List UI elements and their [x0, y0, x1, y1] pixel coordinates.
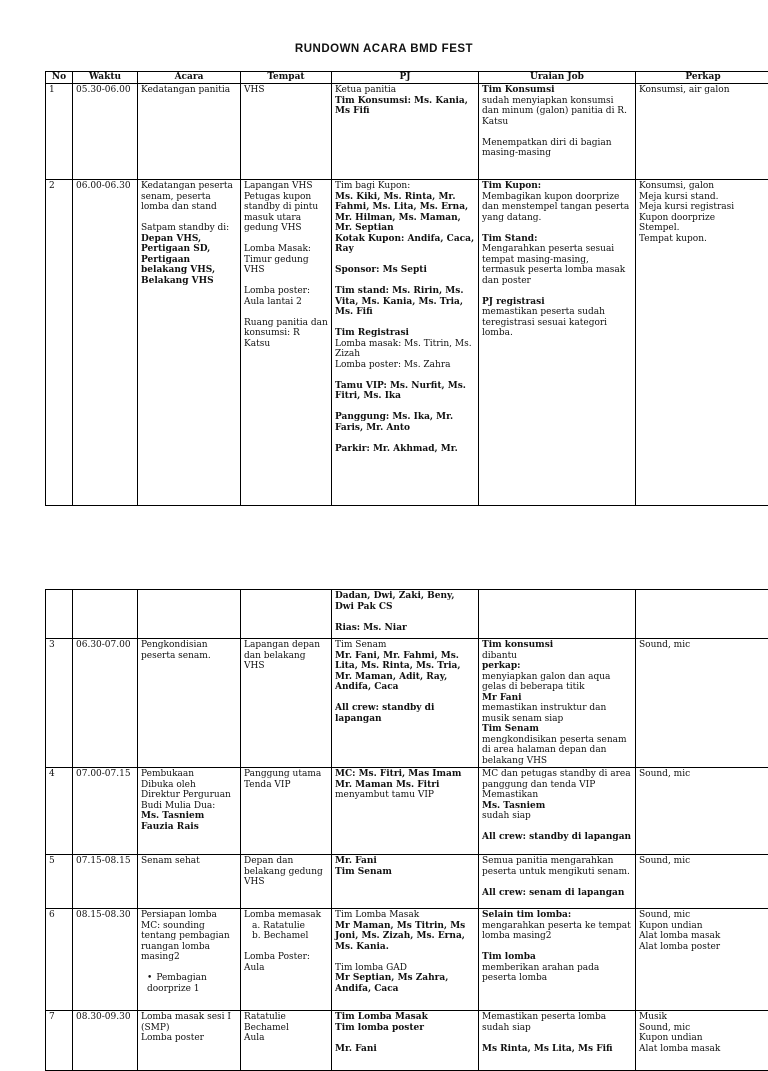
- table-header-row: [46, 72, 768, 84]
- cell-no: 7: [46, 1011, 73, 1071]
- cell-tempat: [241, 768, 332, 855]
- cell-waktu: 08.15-08.30: [73, 909, 138, 1011]
- cell-text: Sound, mic: [639, 1023, 767, 1034]
- cell-text: sudah menyiapkan konsumsi dan minum (galon) panitia di R. Katsu: [482, 96, 632, 128]
- table-row: [46, 855, 768, 909]
- cell-perkap: [636, 639, 768, 768]
- cell-waktu: [73, 590, 138, 639]
- table-row: [46, 1011, 768, 1071]
- cell-spacer: [141, 963, 237, 974]
- cell-text: VHS: [244, 85, 328, 96]
- cell-text: Mr. Fani: [335, 856, 475, 867]
- cell-spacer: [335, 693, 475, 704]
- cell-uraian: [479, 768, 636, 855]
- cell-spacer: [482, 223, 632, 234]
- cell-text: Mr. Fani, Mr. Fahmi, Ms. Lita, Ms. Rinta, Ms. Tria, Mr. Maman, Adit, Ray, Andifa, Caca: [335, 651, 475, 693]
- cell-perkap: [636, 855, 768, 909]
- cell-text: Lomba Poster: Aula: [244, 952, 328, 973]
- cell-text: Mr. Maman Ms. Fitri: [335, 780, 475, 791]
- cell-text: Meja kursi stand.: [639, 192, 767, 203]
- cell-waktu: 07.15-08.15: [73, 855, 138, 909]
- cell-text: • Pembagian doorprize 1: [147, 973, 237, 994]
- cell-text: Mr. Fani: [335, 1044, 475, 1055]
- cell-text: Rias: Ms. Niar: [335, 623, 475, 634]
- cell-text: b. Bechamel: [252, 931, 328, 942]
- cell-text: Lomba masak sesi I (SMP): [141, 1012, 237, 1033]
- cell-text: Tim Senam: [335, 867, 475, 878]
- cell-perkap: [636, 180, 768, 506]
- cell-text: Lapangan depan dan belakang VHS: [244, 640, 328, 672]
- cell-text: Mr Fani: [482, 693, 632, 704]
- cell-text: Stempel.: [639, 223, 767, 234]
- cell-text: mengkondisikan peserta senam di area halaman depan dan belakang VHS: [482, 735, 632, 767]
- cell-text: Ms Rinta, Ms Lita, Ms Fifi: [482, 1044, 632, 1055]
- cell-text: Mr Maman, Ms Titrin, Ms Joni, Ms. Zizah, Ms. Erna, Ms. Kania.: [335, 921, 475, 953]
- cell-text: dibantu: [482, 651, 632, 662]
- cell-tempat: [241, 855, 332, 909]
- cell-text: Lapangan VHS: [244, 181, 328, 192]
- cell-text: Kotak Kupon: Andifa, Caca, Ray: [335, 234, 475, 255]
- cell-perkap: [636, 909, 768, 1011]
- cell-spacer: [335, 1033, 475, 1044]
- cell-text: Kupon undian: [639, 921, 767, 932]
- cell-text: Dibuka oleh Direktur Perguruan Budi Mulia Dua:: [141, 780, 237, 812]
- cell-tempat: [241, 180, 332, 506]
- cell-text: memastikan peserta sudah teregistrasi sesuai kategori lomba.: [482, 307, 632, 339]
- cell-spacer: [335, 952, 475, 963]
- cell-text: Alat lomba masak: [639, 931, 767, 942]
- cell-waktu: 08.30-09.30: [73, 1011, 138, 1071]
- cell-uraian: [479, 1011, 636, 1071]
- cell-text: Tim Stand:: [482, 234, 632, 245]
- cell-text: Dadan, Dwi, Zaki, Beny, Dwi Pak CS: [335, 591, 475, 612]
- cell-tempat: [241, 84, 332, 180]
- cell-no: 5: [46, 855, 73, 909]
- cell-pj: [332, 909, 479, 1011]
- cell-acara: [138, 84, 241, 180]
- cell-text: Aula: [244, 1033, 328, 1044]
- cell-pj: [332, 768, 479, 855]
- cell-pj: [332, 855, 479, 909]
- cell-text: Mr Septian, Ms Zahra, Andifa, Caca: [335, 973, 475, 994]
- cell-text: Tim Kupon:: [482, 181, 632, 192]
- cell-text: Selain tim lomba:: [482, 910, 632, 921]
- cell-acara: [138, 1011, 241, 1071]
- header-tempat: Tempat: [241, 72, 332, 84]
- table-row: [46, 639, 768, 768]
- cell-text: All crew: standby di lapangan: [335, 703, 475, 724]
- cell-text: Ratatulie: [244, 1012, 328, 1023]
- cell-no: 3: [46, 639, 73, 768]
- cell-text: MC dan petugas standby di area panggung dan tenda VIP: [482, 769, 632, 790]
- cell-spacer: [141, 213, 237, 224]
- cell-no: 4: [46, 768, 73, 855]
- cell-spacer: [244, 307, 328, 318]
- cell-text: Persiapan lomba: [141, 910, 237, 921]
- cell-text: Lomba memasak: [244, 910, 328, 921]
- table-row: [46, 909, 768, 1011]
- cell-tempat: [241, 590, 332, 639]
- cell-text: Kedatangan panitia: [141, 85, 237, 96]
- cell-spacer: [482, 127, 632, 138]
- cell-text: Alat lomba poster: [639, 942, 767, 953]
- cell-text: Tim Senam: [335, 640, 475, 651]
- cell-text: a. Ratatulie: [252, 921, 328, 932]
- header-pj: PJ: [332, 72, 479, 84]
- cell-text: Tenda VIP: [244, 780, 328, 791]
- cell-text: Kupon doorprize: [639, 213, 767, 224]
- cell-text: menyambut tamu VIP: [335, 790, 475, 801]
- cell-text: Ms. Tasniem: [482, 801, 632, 812]
- cell-waktu: 06.30-07.00: [73, 639, 138, 768]
- cell-waktu: 07.00-07.15: [73, 768, 138, 855]
- rundown-table-page-2: [45, 589, 768, 1071]
- cell-text: Parkir: Mr. Akhmad, Mr.: [335, 444, 475, 455]
- cell-text: Tim bagi Kupon:: [335, 181, 475, 192]
- cell-spacer: [335, 612, 475, 623]
- cell-tempat: [241, 909, 332, 1011]
- cell-text: Ruang panitia dan konsumsi: R Katsu: [244, 318, 328, 350]
- cell-spacer: [335, 433, 475, 444]
- cell-text: Kupon undian: [639, 1033, 767, 1044]
- cell-text: Ketua panitia: [335, 85, 475, 96]
- cell-text: Senam sehat: [141, 856, 237, 867]
- header-waktu: Waktu: [73, 72, 138, 84]
- cell-text: Semua panitia mengarahkan peserta untuk mengikuti senam.: [482, 856, 632, 877]
- cell-perkap: [636, 590, 768, 639]
- cell-text: Lomba Masak: Timur gedung VHS: [244, 244, 328, 276]
- cell-text: MC: sounding tentang pembagian ruangan lomba masing2: [141, 921, 237, 963]
- header-perkap: Perkap: [636, 72, 768, 84]
- cell-text: Bechamel: [244, 1023, 328, 1034]
- cell-text: Tim lomba poster: [335, 1023, 475, 1034]
- cell-text: All crew: standby di lapangan: [482, 832, 632, 843]
- cell-text: Pembukaan: [141, 769, 237, 780]
- table-row: [46, 768, 768, 855]
- cell-spacer: [482, 286, 632, 297]
- cell-text: sudah siap: [482, 811, 632, 822]
- cell-spacer: [335, 402, 475, 413]
- cell-text: Memastikan: [482, 790, 632, 801]
- cell-text: Pengkondisian peserta senam.: [141, 640, 237, 661]
- cell-uraian: [479, 855, 636, 909]
- cell-text: memberikan arahan pada peserta lomba: [482, 963, 632, 984]
- cell-text: Satpam standby di:: [141, 223, 237, 234]
- cell-text: Tim lomba GAD: [335, 963, 475, 974]
- cell-text: Tim stand: Ms. Ririn, Ms. Vita, Ms. Kania, Ms. Tria, Ms. Fifi: [335, 286, 475, 318]
- header-uraian-job: Uraian Job: [479, 72, 636, 84]
- cell-no: 1: [46, 84, 73, 180]
- cell-pj: [332, 590, 479, 639]
- cell-text: All crew: senam di lapangan: [482, 888, 632, 899]
- cell-text: menyiapkan galon dan aqua gelas di beberapa titik: [482, 672, 632, 693]
- cell-text: Tim Registrasi: [335, 328, 475, 339]
- rundown-table-page-1: [45, 71, 768, 506]
- cell-text: Petugas kupon standby di pintu masuk utara gedung VHS: [244, 192, 328, 234]
- cell-text: mengarahkan peserta ke tempat lomba masing2: [482, 921, 632, 942]
- cell-text: PJ registrasi: [482, 297, 632, 308]
- cell-text: Konsumsi, air galon: [639, 85, 767, 96]
- cell-text: Tim Konsumsi: Ms. Kania, Ms Fifi: [335, 96, 475, 117]
- cell-text: Tim lomba: [482, 952, 632, 963]
- cell-pj: [332, 84, 479, 180]
- cell-text: Depan VHS, Pertigaan SD, Pertigaan belakang VHS, Belakang VHS: [141, 234, 237, 287]
- cell-spacer: [335, 318, 475, 329]
- cell-text: Ms. Kiki, Ms. Rinta, Mr. Fahmi, Ms. Lita, Ms. Erna, Mr. Hilman, Ms. Maman, Mr. Septian: [335, 192, 475, 234]
- cell-text: Tim Lomba Masak: [335, 1012, 475, 1023]
- cell-acara: [138, 590, 241, 639]
- cell-tempat: [241, 1011, 332, 1071]
- cell-waktu: 05.30-06.00: [73, 84, 138, 180]
- cell-uraian: [479, 909, 636, 1011]
- table-row: [46, 180, 768, 506]
- cell-spacer: [335, 370, 475, 381]
- cell-acara: [138, 639, 241, 768]
- cell-text: Sponsor: Ms Septi: [335, 265, 475, 276]
- cell-text: Panggung utama: [244, 769, 328, 780]
- cell-text: Panggung: Ms. Ika, Mr. Faris, Mr. Anto: [335, 412, 475, 433]
- cell-text: memastikan instruktur dan musik senam siap: [482, 703, 632, 724]
- cell-acara: [138, 909, 241, 1011]
- cell-spacer: [482, 822, 632, 833]
- cell-text: Sound, mic: [639, 640, 767, 651]
- cell-text: Depan dan belakang gedung VHS: [244, 856, 328, 888]
- cell-acara: [138, 768, 241, 855]
- cell-text: Ms. Tasniem Fauzia Rais: [141, 811, 237, 832]
- cell-perkap: [636, 84, 768, 180]
- cell-text: Tim konsumsi: [482, 640, 632, 651]
- cell-no: [46, 590, 73, 639]
- cell-text: Memastikan peserta lomba sudah siap: [482, 1012, 632, 1033]
- cell-tempat: [241, 639, 332, 768]
- cell-text: Tim Lomba Masak: [335, 910, 475, 921]
- cell-uraian: [479, 180, 636, 506]
- cell-perkap: [636, 1011, 768, 1071]
- cell-text: Tempat kupon.: [639, 234, 767, 245]
- cell-text: Konsumsi, galon: [639, 181, 767, 192]
- cell-spacer: [482, 877, 632, 888]
- header-acara: Acara: [138, 72, 241, 84]
- header-no: No: [46, 72, 73, 84]
- cell-perkap: [636, 768, 768, 855]
- document-title: RUNDOWN ACARA BMD FEST: [0, 43, 768, 55]
- cell-text: Lomba poster: Ms. Zahra: [335, 360, 475, 371]
- cell-uraian: [479, 639, 636, 768]
- cell-pj: [332, 1011, 479, 1071]
- cell-text: Membagikan kupon doorprize dan menstempel tangan peserta yang datang.: [482, 192, 632, 224]
- cell-no: 6: [46, 909, 73, 1011]
- cell-spacer: [244, 234, 328, 245]
- table-row: [46, 590, 768, 639]
- cell-text: Meja kursi registrasi: [639, 202, 767, 213]
- cell-text: Mengarahkan peserta sesuai tempat masing-masing, termasuk peserta lomba masak dan poster: [482, 244, 632, 286]
- cell-text: Alat lomba masak: [639, 1044, 767, 1055]
- cell-text: Tim Senam: [482, 724, 632, 735]
- cell-acara: [138, 180, 241, 506]
- cell-text: Sound, mic: [639, 856, 767, 867]
- cell-text: Lomba poster: Aula lantai 2: [244, 286, 328, 307]
- cell-spacer: [482, 942, 632, 953]
- cell-text: Sound, mic: [639, 769, 767, 780]
- cell-pj: [332, 639, 479, 768]
- table-row: [46, 84, 768, 180]
- cell-acara: [138, 855, 241, 909]
- cell-text: Tamu VIP: Ms. Nurfit, Ms. Fitri, Ms. Ika: [335, 381, 475, 402]
- cell-spacer: [244, 276, 328, 287]
- cell-uraian: [479, 590, 636, 639]
- cell-uraian: [479, 84, 636, 180]
- cell-spacer: [335, 255, 475, 266]
- cell-text: Lomba masak: Ms. Titrin, Ms. Zizah: [335, 339, 475, 360]
- cell-no: 2: [46, 180, 73, 506]
- cell-text: Kedatangan peserta senam, peserta lomba dan stand: [141, 181, 237, 213]
- cell-spacer: [244, 942, 328, 953]
- cell-text: MC: Ms. Fitri, Mas Imam: [335, 769, 475, 780]
- cell-pj: [332, 180, 479, 506]
- cell-text: Musik: [639, 1012, 767, 1023]
- cell-text: Tim Konsumsi: [482, 85, 632, 96]
- cell-spacer: [335, 276, 475, 287]
- cell-waktu: 06.00-06.30: [73, 180, 138, 506]
- cell-text: Lomba poster: [141, 1033, 237, 1044]
- cell-text: Sound, mic: [639, 910, 767, 921]
- cell-text: perkap:: [482, 661, 632, 672]
- cell-spacer: [482, 1033, 632, 1044]
- cell-text: Menempatkan diri di bagian masing-masing: [482, 138, 632, 159]
